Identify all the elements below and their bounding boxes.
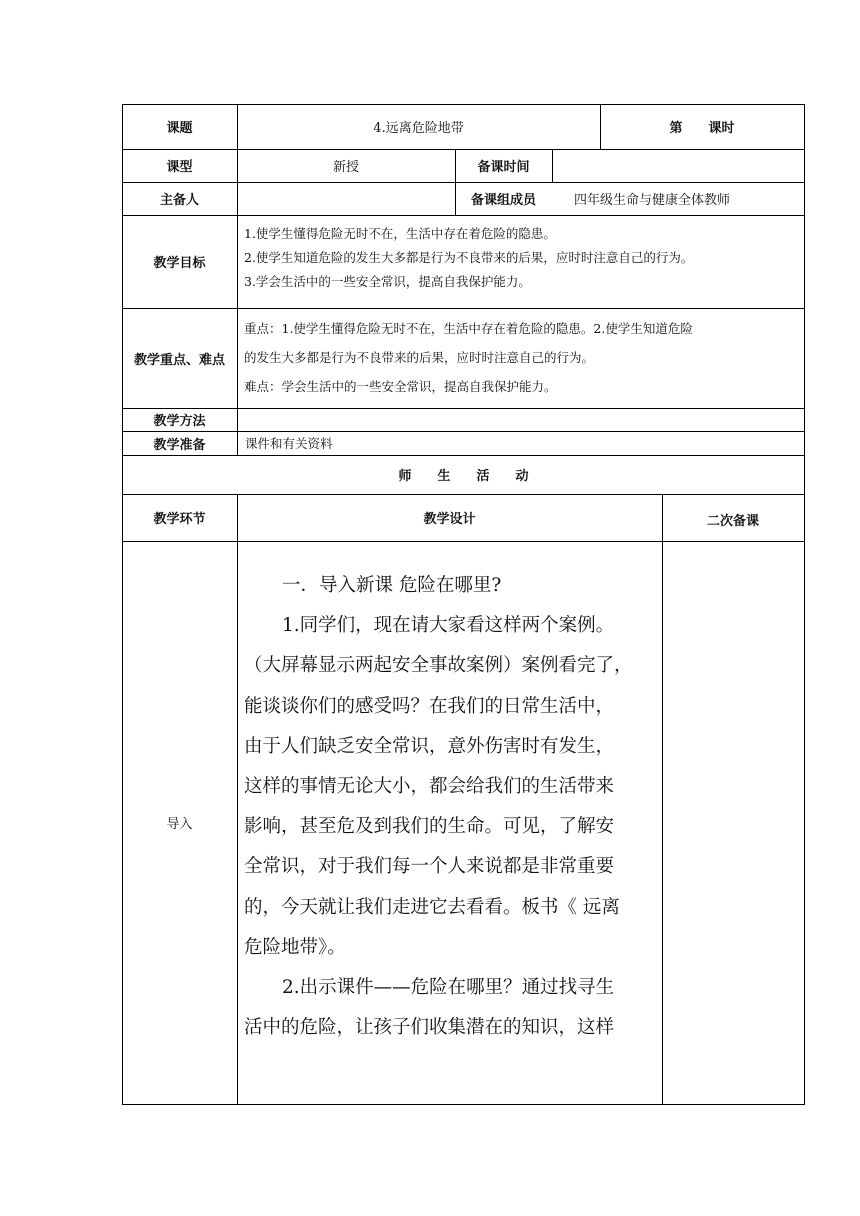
group-members-value: 四年级生命与健康全体教师 bbox=[574, 193, 731, 208]
col-divider bbox=[237, 494, 238, 1105]
lesson-number-label: 第 课时 bbox=[669, 121, 735, 136]
stage-column-header: 教学环节 bbox=[153, 512, 206, 527]
table-border-right bbox=[804, 104, 805, 1105]
design-line: （大屏幕显示两起安全事故案例）案例看完了， bbox=[244, 655, 633, 677]
goals-list bbox=[244, 222, 800, 294]
design-line: 能谈谈你们的感受吗？在我们的日常生活中， bbox=[244, 695, 615, 717]
design-line: 全常识，对于我们每一个人来说都是非常重要 bbox=[244, 856, 615, 878]
goal-item: 1.使学生懂得危险无时不在，生活中存在着危险的隐患。 bbox=[244, 226, 556, 241]
key-points-label: 教学重点、难点 bbox=[133, 352, 225, 368]
method-label: 教学方法 bbox=[153, 414, 206, 429]
group-members-label: 备课组成员 bbox=[470, 193, 536, 208]
lead-teacher-label: 主备人 bbox=[159, 193, 199, 208]
design-line: 一．导入新课 危险在哪里? bbox=[282, 575, 502, 596]
prep-time-label: 备课时间 bbox=[477, 160, 530, 175]
goal-item: 2.使学生知道危险的发生大多都是行为不良带来的后果，应时时注意自己的行为。 bbox=[244, 250, 694, 265]
second-prep-column-header: 二次备课 bbox=[706, 514, 759, 529]
key-points-text bbox=[244, 314, 800, 401]
key-points-line: 的发生大多都是行为不良带来的后果，应时时注意自己的行为。 bbox=[244, 350, 595, 365]
stage-name: 导入 bbox=[166, 817, 193, 832]
key-points-line: 难点：学会生活中的一些安全常识，提高自我保护能力。 bbox=[244, 379, 557, 394]
design-line: 的，今天就让我们走进它去看看。板书《 远离 bbox=[244, 896, 620, 918]
topic-value: 4.远离危险地带 bbox=[373, 121, 464, 136]
design-line: 活中的危险，让孩子们收集潜在的知识，这样 bbox=[244, 1017, 615, 1039]
topic-label: 课题 bbox=[166, 121, 193, 136]
method-value bbox=[237, 408, 804, 431]
goal-item: 3.学会生活中的一些安全常识，提高自我保护能力。 bbox=[244, 274, 531, 289]
type-label: 课型 bbox=[166, 160, 193, 175]
activity-title: 师 生 活 动 bbox=[398, 469, 529, 484]
design-line: 由于人们缺乏安全常识，意外伤害时有发生， bbox=[244, 735, 615, 757]
preparation-label: 教学准备 bbox=[153, 437, 206, 453]
design-line: 影响，甚至危及到我们的生命。可见，了解安 bbox=[244, 816, 615, 838]
design-line: 2.出示课件——危险在哪里？通过找寻生 bbox=[282, 977, 615, 999]
table-border-bottom bbox=[122, 1104, 805, 1105]
second-prep-value bbox=[662, 541, 804, 1104]
lead-teacher-value bbox=[237, 182, 455, 215]
key-points-line: 重点：1.使学生懂得危险无时不在，生活中存在着危险的隐患。2.使学生知道危险 bbox=[244, 321, 693, 336]
preparation-value: 课件和有关资料 bbox=[245, 436, 333, 451]
design-line: 这样的事情无论大小，都会给我们的生活带来 bbox=[244, 776, 615, 798]
type-value: 新授 bbox=[332, 160, 359, 175]
design-line: 危险地带》。 bbox=[244, 936, 346, 958]
prep-time-value bbox=[552, 149, 804, 182]
goals-label: 教学目标 bbox=[153, 256, 206, 271]
design-line: 1.同学们，现在请大家看这样两个案例。 bbox=[282, 615, 615, 637]
teaching-design-text bbox=[244, 566, 658, 1048]
design-column-header: 教学设计 bbox=[423, 512, 476, 527]
